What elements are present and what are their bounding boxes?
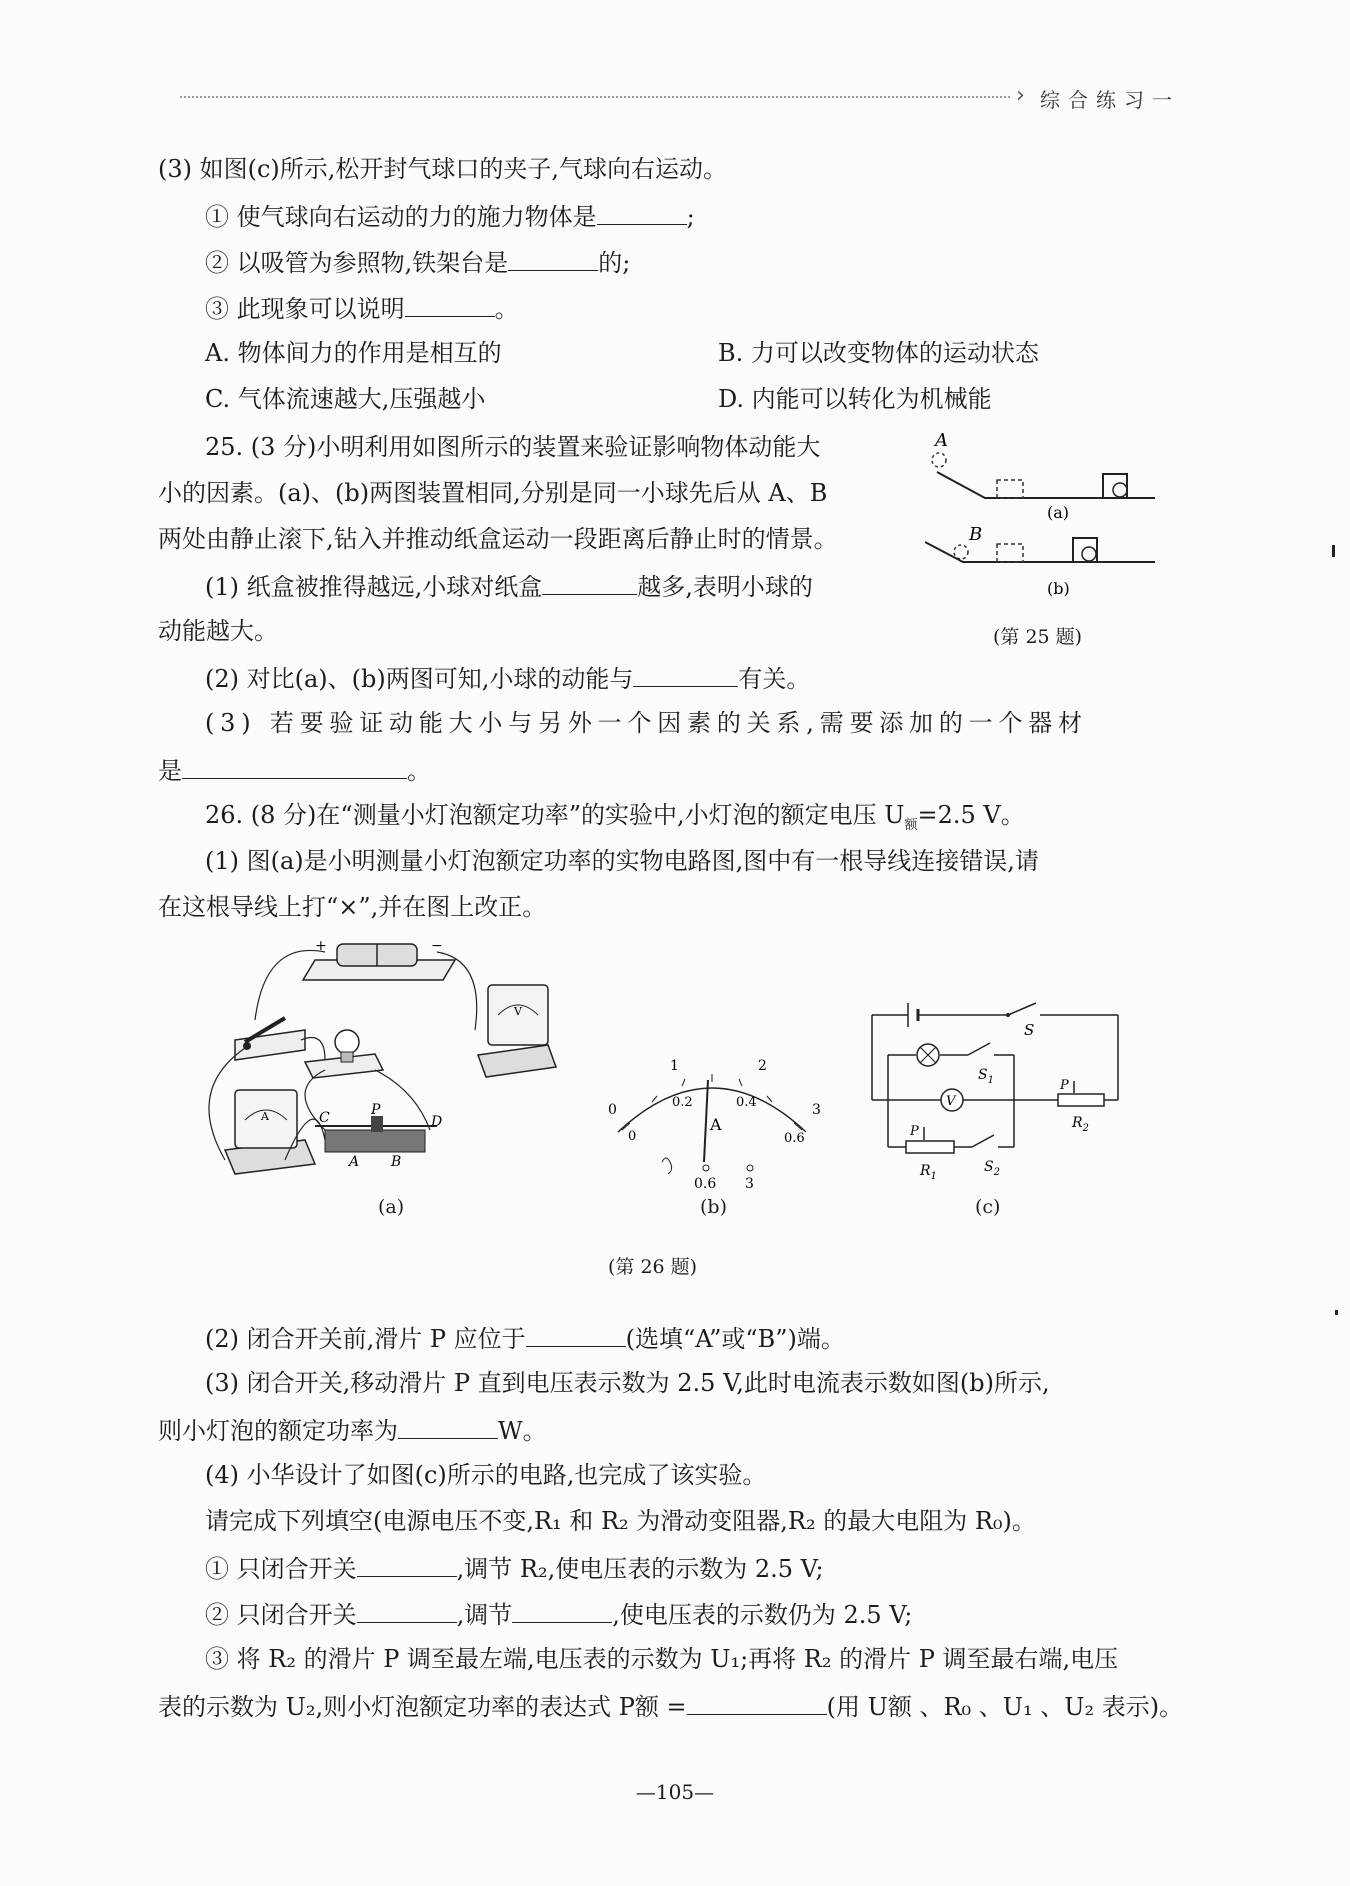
q26-step-2-mid: ,调节 — [456, 1601, 513, 1629]
switch-s2-label: $S_2$ — [984, 1159, 1000, 1178]
q24-option-d: D. 内能可以转化为机械能 — [718, 385, 992, 413]
q26-step-3-text: 表的示数为 U₂,则小灯泡额定功率的表达式 P额 = — [158, 1693, 687, 1721]
switch-s-label: S — [1024, 1021, 1035, 1039]
q26-part-1-line-1: (1) 图(a)是小明测量小灯泡额定功率的实物电路图,图中有一根导线连接错误,请 — [205, 847, 1039, 875]
rheostat — [315, 1102, 442, 1170]
q24-item-3-text: ③ 此现象可以说明 — [205, 295, 405, 323]
answer-blank[interactable] — [526, 1322, 626, 1347]
r1-symbol — [906, 1141, 954, 1153]
q25-line-1: 25. (3 分)小明利用如图所示的装置来验证影响物体动能大 — [205, 433, 821, 461]
page-number: —105— — [635, 1780, 715, 1804]
q25-part-3-line-2 — [158, 754, 431, 786]
q26-part-2-tail: (选填“A”或“B”)端。 — [625, 1325, 845, 1353]
q26-caption: (第 26 题) — [608, 1256, 698, 1278]
q26-figure-b-ammeter-dial — [600, 1050, 835, 1190]
svg-text:A: A — [261, 1110, 269, 1123]
r2-slider-p: P — [1060, 1078, 1069, 1093]
answer-blank[interactable] — [633, 662, 738, 687]
header-dotted-rule — [180, 96, 1010, 98]
answer-blank[interactable] — [182, 754, 407, 779]
q25-line-2: 小的因素。(a)、(b)两图装置相同,分别是同一小球先后从 A、B — [158, 479, 828, 507]
q26-step-2-text: ② 只闭合开关 — [205, 1601, 357, 1629]
q26-step-3-line-2 — [158, 1690, 1183, 1722]
bulb — [305, 1030, 383, 1078]
dial-top-2: 2 — [758, 1058, 767, 1074]
svg-text:−: − — [431, 938, 443, 954]
point-a-label: A — [935, 430, 948, 451]
answer-blank[interactable] — [597, 200, 687, 225]
dial-bottom-3: 0.6 — [784, 1131, 805, 1146]
q24-item-3 — [205, 292, 519, 324]
header-title: 综合练习一 — [1040, 88, 1180, 112]
q25-figure — [925, 430, 1165, 610]
q26-fig-c-label: (c) — [975, 1196, 1001, 1218]
q25-part-2-text: (2) 对比(a)、(b)两图可知,小球的动能与 — [205, 665, 634, 693]
q24-item-1 — [205, 200, 695, 232]
rheostat-label-c: C — [319, 1110, 330, 1126]
answer-blank[interactable] — [357, 1598, 457, 1623]
terminal-0-6: 0.6 — [694, 1176, 717, 1190]
q25-part-1-line-2: 动能越大。 — [158, 617, 278, 645]
dial-bottom-0: 0 — [628, 1129, 637, 1144]
knife-switch — [235, 1018, 305, 1060]
switch-s1-symbol — [968, 1043, 990, 1055]
answer-blank[interactable] — [508, 246, 598, 271]
q26-step-1-text: ① 只闭合开关 — [205, 1555, 357, 1583]
page-header — [180, 80, 1180, 110]
q24-option-b: B. 力可以改变物体的运动状态 — [718, 339, 1039, 367]
dial-top-3: 3 — [812, 1102, 821, 1118]
q25-part-1-tail: 越多,表明小球的 — [637, 573, 813, 601]
q25-line-3: 两处由静止滚下,钻入并推动纸盒运动一段距离后静止时的情景。 — [158, 525, 838, 553]
fig-a-label: (a) — [1047, 503, 1070, 522]
q26-step-2 — [205, 1598, 912, 1630]
rheostat-label-b: B — [391, 1154, 402, 1170]
q26-step-1-tail: ,调节 R₂,使电压表的示数为 2.5 V; — [456, 1555, 824, 1583]
q25-part-1 — [205, 570, 813, 602]
q24-item-2-tail: 的; — [598, 249, 631, 277]
q24-item-1-text: ① 使气球向右运动的力的施力物体是 — [205, 203, 597, 231]
rheostat-label-p: P — [371, 1102, 381, 1118]
q26-line-1-tail: =2.5 V。 — [917, 801, 1025, 829]
q24-option-a: A. 物体间力的作用是相互的 — [205, 339, 502, 367]
answer-blank[interactable] — [542, 570, 637, 595]
switch-s2-symbol — [972, 1135, 994, 1147]
answer-blank[interactable] — [398, 1414, 498, 1439]
rheostat-label-a: A — [349, 1154, 360, 1170]
answer-blank[interactable] — [687, 1690, 827, 1715]
r1-label: $R_1$ — [920, 1163, 937, 1182]
q26-fig-a-label: (a) — [378, 1196, 405, 1218]
q26-part-2 — [205, 1322, 845, 1354]
q25-figure-b — [925, 524, 1155, 598]
q25-part-1-text: (1) 纸盒被推得越远,小球对纸盒 — [205, 573, 543, 601]
q26-line-1-sub: 额 — [904, 817, 918, 833]
dial-needle — [704, 1080, 708, 1162]
r2-label: $R_2$ — [1072, 1115, 1089, 1134]
answer-blank[interactable] — [357, 1552, 457, 1577]
q26-part-3-tail: W。 — [498, 1417, 547, 1445]
q26-step-3-line-1: ③ 将 R₂ 的滑片 P 调至最左端,电压表的示数为 U₁;再将 R₂ 的滑片 P 调至最右端,电压 — [205, 1645, 1119, 1673]
q24-item-2-text: ② 以吸管为参照物,铁架台是 — [205, 249, 509, 277]
terminal-3: 3 — [745, 1176, 754, 1190]
voltmeter-label: V — [946, 1094, 956, 1109]
q26-part-4-fill: 请完成下列填空(电源电压不变,R₁ 和 R₂ 为滑动变阻器,R₂ 的最大电阻为 R₀)。 — [205, 1507, 1036, 1535]
switch-s-symbol — [1008, 1003, 1036, 1015]
voltmeter-device — [470, 975, 560, 1085]
q25-part-3-lead: 是 — [158, 757, 182, 785]
dial-top-1: 1 — [670, 1058, 679, 1074]
q26-line-1-text: 26. (8 分)在“测量小灯泡额定功率”的实验中,小灯泡的额定电压 U — [205, 801, 905, 829]
q26-line-1 — [205, 800, 1025, 841]
scan-mark — [1335, 1310, 1338, 1315]
switch-s1-label: $S_1$ — [978, 1067, 994, 1086]
point-b-label: B — [969, 524, 983, 545]
q25-part-3-tail: 。 — [407, 757, 431, 785]
q26-part-3-line-2 — [158, 1414, 547, 1446]
q24-item-3-tail: 。 — [494, 295, 519, 323]
q24-item-2 — [205, 246, 630, 278]
q24-intro: (3) 如图(c)所示,松开封气球口的夹子,气球向右运动。 — [158, 155, 728, 183]
r1-slider-p: P — [910, 1124, 919, 1139]
q24-item-1-tail: ; — [686, 203, 695, 231]
q26-part-1-line-2: 在这根导线上打“×”,并在图上改正。 — [158, 893, 547, 921]
answer-blank[interactable] — [512, 1598, 612, 1623]
svg-text:+: + — [315, 938, 327, 954]
q24-option-c: C. 气体流速越大,压强越小 — [205, 385, 486, 413]
battery-box — [303, 938, 455, 980]
rheostat-label-d: D — [431, 1114, 443, 1130]
fig-b-label: (b) — [1047, 579, 1070, 598]
q26-step-1 — [205, 1552, 824, 1584]
q25-part-2 — [205, 662, 810, 694]
dial-top-0: 0 — [608, 1102, 617, 1118]
q26-step-3-tail: (用 U额 、R₀ 、U₁ 、U₂ 表示)。 — [826, 1693, 1184, 1721]
q25-figure-a — [932, 430, 1155, 522]
dial-bottom-2: 0.4 — [736, 1095, 757, 1110]
q26-part-2-text: (2) 闭合开关前,滑片 P 应位于 — [205, 1325, 526, 1353]
scan-mark — [1332, 545, 1335, 557]
dial-bottom-1: 0.2 — [672, 1095, 693, 1110]
q26-part-4: (4) 小华设计了如图(c)所示的电路,也完成了该实验。 — [205, 1461, 767, 1489]
q25-caption: (第 25 题) — [993, 626, 1083, 648]
q25-part-3: (3) 若要验证动能大小与另外一个因素的关系,需要添加的一个器材 — [205, 709, 1088, 737]
answer-blank[interactable] — [405, 292, 495, 317]
q26-step-2-tail: ,使电压表的示数仍为 2.5 V; — [612, 1601, 913, 1629]
header-arrow-icon: › — [1016, 83, 1025, 108]
q26-fig-b-label: (b) — [700, 1196, 727, 1218]
q26-part-3-line-1: (3) 闭合开关,移动滑片 P 直到电压表示数为 2.5 V,此时电流表示数如图(b)所示, — [205, 1369, 1050, 1397]
q26-part-3-text: 则小灯泡的额定功率为 — [158, 1417, 398, 1445]
q26-figure-c-circuit — [860, 985, 1130, 1185]
ammeter-device — [225, 1090, 315, 1174]
dial-unit: A — [710, 1115, 722, 1134]
q25-part-2-tail: 有关。 — [738, 665, 811, 693]
svg-text:V: V — [514, 1005, 522, 1018]
r2-symbol — [1058, 1094, 1104, 1106]
